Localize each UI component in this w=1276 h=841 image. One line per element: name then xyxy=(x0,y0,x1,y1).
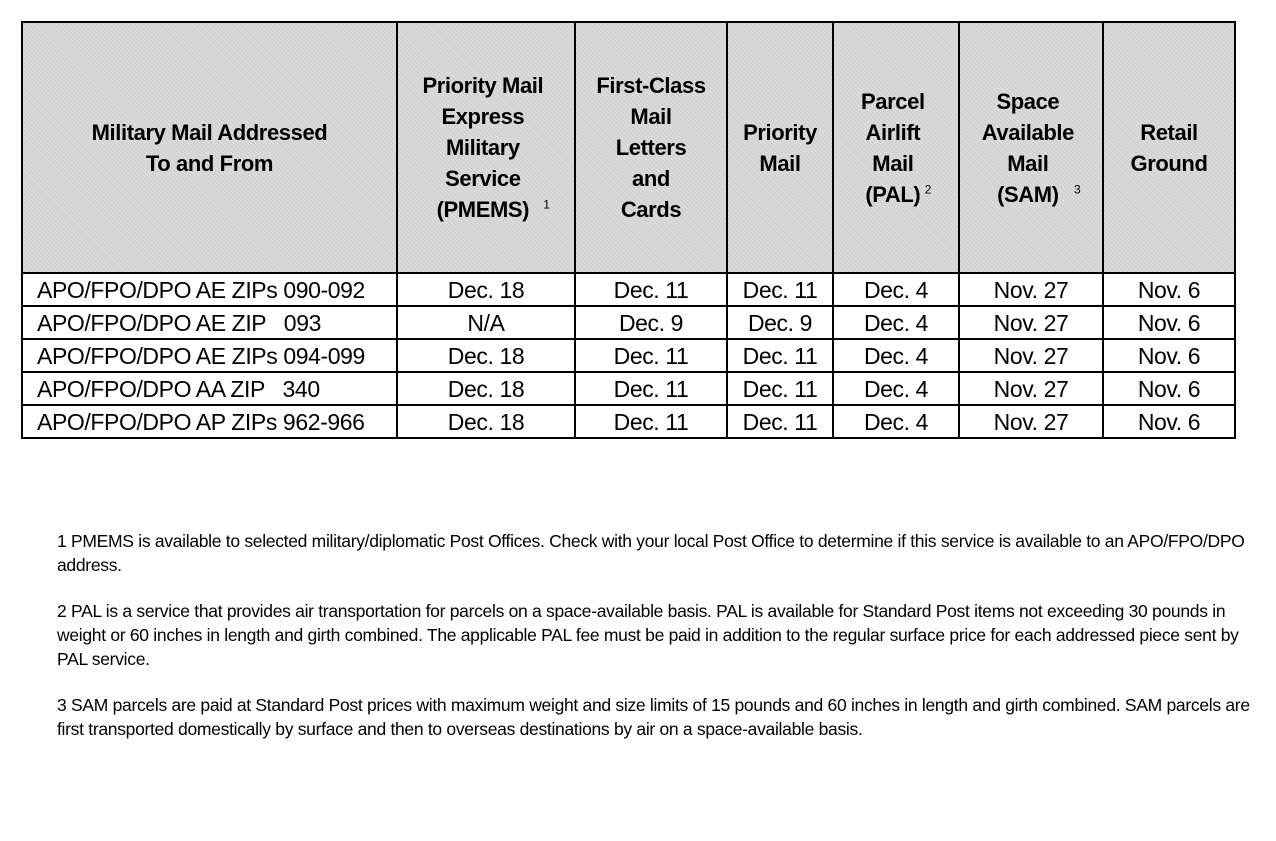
footnote-ref-1: 1 xyxy=(543,197,550,212)
cell-address: APO/FPO/DPO AP ZIPs 962-966 xyxy=(22,405,397,438)
footnote-ref-3: 3 xyxy=(1073,182,1081,197)
cell-sam: Nov. 27 xyxy=(959,405,1103,438)
table-row xyxy=(22,339,1235,372)
header-pmems: Priority Mail Express Military Service (PMEMS) $^1$ xyxy=(397,22,575,273)
cell-priority: Dec. 11 xyxy=(727,372,833,405)
cell-sam: Nov. 27 xyxy=(959,273,1103,306)
header-parcel-airlift-mail: Parcel Airlift Mail (PAL) $^2$ xyxy=(833,22,959,273)
cell-address: APO/FPO/DPO AE ZIP 093 xyxy=(22,306,397,339)
cell-pmems: N/A xyxy=(397,306,575,339)
footnote-ref-2: 2 xyxy=(924,182,931,197)
cell-pal: Dec. 4 xyxy=(833,339,959,372)
cell-pal: Dec. 4 xyxy=(833,273,959,306)
cell-priority: Dec. 11 xyxy=(727,273,833,306)
cell-pmems: Dec. 18 xyxy=(397,405,575,438)
cell-pal: Dec. 4 xyxy=(833,405,959,438)
cell-first-class: Dec. 11 xyxy=(575,273,727,306)
table-row xyxy=(22,306,1235,339)
cell-pal: Dec. 4 xyxy=(833,372,959,405)
cell-sam: Nov. 27 xyxy=(959,339,1103,372)
cell-pmems: Dec. 18 xyxy=(397,339,575,372)
cell-priority: Dec. 11 xyxy=(727,339,833,372)
cell-first-class: Dec. 11 xyxy=(575,339,727,372)
cell-sam: Nov. 27 xyxy=(959,306,1103,339)
footnote-3: 3 SAM parcels are paid at Standard Post prices with maximum weight and size limits of 15 pounds and 60 inches in length and girth combined. SAM parcels are first transported domestically by surface and then to overseas destinations by air on a space-available basis. xyxy=(57,695,1250,739)
cell-pal: Dec. 4 xyxy=(833,306,959,339)
cell-first-class: Dec. 11 xyxy=(575,372,727,405)
cell-sam: Nov. 27 xyxy=(959,372,1103,405)
cell-address: APO/FPO/DPO AE ZIPs 094-099 xyxy=(22,339,397,372)
table-row xyxy=(22,405,1235,438)
cell-first-class: Dec. 11 xyxy=(575,405,727,438)
footnotes xyxy=(57,529,1257,763)
cell-pmems: Dec. 18 xyxy=(397,273,575,306)
military-mail-deadlines-table xyxy=(21,21,1236,439)
cell-retail-ground: Nov. 6 xyxy=(1103,306,1235,339)
cell-priority: Dec. 9 xyxy=(727,306,833,339)
cell-retail-ground: Nov. 6 xyxy=(1103,339,1235,372)
cell-priority: Dec. 11 xyxy=(727,405,833,438)
table-row xyxy=(22,372,1235,405)
header-space-available-mail: Space Available Mail (SAM) $^3$ xyxy=(959,22,1103,273)
footnote-2: 2 PAL is a service that provides air transportation for parcels on a space-available basis. PAL is available for Standard Post items not exceeding 30 pounds in weight or 60 inches in length and girth combined. The applicable PAL fee must be paid in addition to the regular surface price for each addressed piece sent by PAL service. xyxy=(57,601,1239,669)
header-military-mail-addressed: Military Mail Addressed To and From xyxy=(22,22,397,273)
cell-retail-ground: Nov. 6 xyxy=(1103,405,1235,438)
cell-retail-ground: Nov. 6 xyxy=(1103,273,1235,306)
cell-pmems: Dec. 18 xyxy=(397,372,575,405)
cell-address: APO/FPO/DPO AA ZIP 340 xyxy=(22,372,397,405)
table-row xyxy=(22,273,1235,306)
header-first-class-mail: First-Class Mail Letters and Cards xyxy=(575,22,727,273)
cell-retail-ground: Nov. 6 xyxy=(1103,372,1235,405)
cell-address: APO/FPO/DPO AE ZIPs 090-092 xyxy=(22,273,397,306)
header-priority-mail: Priority Mail xyxy=(727,22,833,273)
footnote-1: 1 PMEMS is available to selected military/diplomatic Post Offices. Check with your local Post Office to determine if this service is available to an APO/FPO/DPO address. xyxy=(57,531,1245,575)
cell-first-class: Dec. 9 xyxy=(575,306,727,339)
table-header-row xyxy=(22,22,1235,273)
header-retail-ground: Retail Ground xyxy=(1103,22,1235,273)
